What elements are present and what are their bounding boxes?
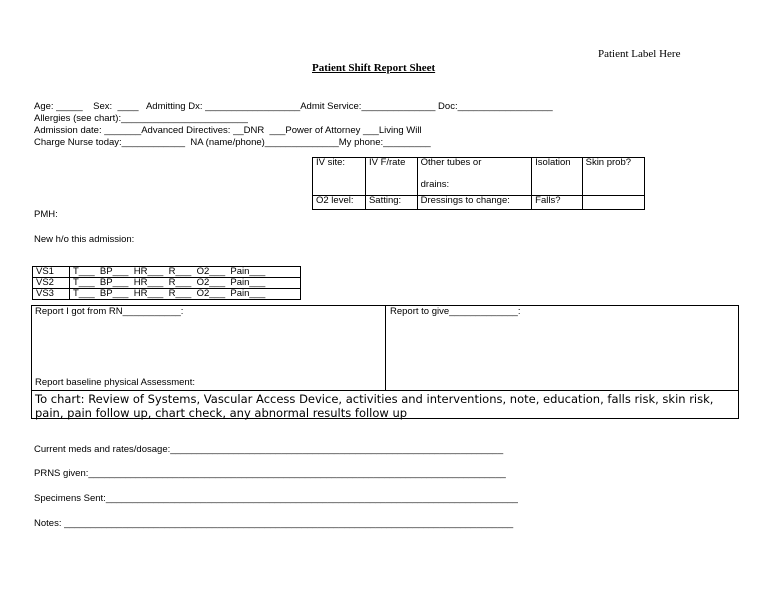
o2-level-cell[interactable]: O2 level: <box>313 196 366 210</box>
vitals-table <box>32 266 301 300</box>
patient-label: Patient Label Here <box>598 48 681 60</box>
vs-label: VS1 <box>33 267 70 278</box>
allergies-line[interactable]: Allergies (see chart):________________________ <box>34 113 248 124</box>
current-meds-line[interactable]: Current meds and rates/dosage:_______________________________________________________________ <box>34 444 504 455</box>
table-row <box>33 278 301 289</box>
new-history-label: New h/o this admission: <box>34 234 135 245</box>
divider <box>32 390 738 391</box>
vs-label: VS2 <box>33 278 70 289</box>
demographics-line[interactable]: Age: _____ Sex: ____ Admitting Dx: __________________Admit Service:______________ Doc:__________________ <box>34 101 553 112</box>
specimens-line[interactable]: Specimens Sent:______________________________________________________________________________ <box>34 493 518 504</box>
satting-cell[interactable]: Satting: <box>365 196 417 210</box>
table-row <box>33 289 301 300</box>
report-received-field[interactable]: Report I got from RN___________: <box>35 306 184 317</box>
empty-cell[interactable] <box>582 196 644 210</box>
baseline-assessment-label: Report baseline physical Assessment: <box>35 377 195 388</box>
falls-cell[interactable]: Falls? <box>532 196 582 210</box>
isolation-cell[interactable]: Isolation <box>532 158 582 196</box>
iv-status-table <box>312 157 645 210</box>
divider <box>385 306 386 390</box>
report-box <box>31 305 739 419</box>
report-to-give-field[interactable]: Report to give_____________: <box>390 306 521 317</box>
iv-rate-cell[interactable]: IV F/rate <box>365 158 417 196</box>
admission-line[interactable]: Admission date: _______Advanced Directives: __DNR ___Power of Attorney ___Living Will <box>34 125 422 136</box>
page-title: Patient Shift Report Sheet <box>312 62 436 74</box>
other-tubes-cell[interactable]: Other tubes or drains: <box>417 158 532 196</box>
skin-prob-cell[interactable]: Skin prob? <box>582 158 644 196</box>
vs-values[interactable]: T___ BP___ HR___ R___ O2___ Pain___ <box>70 278 301 289</box>
vs-values[interactable]: T___ BP___ HR___ R___ O2___ Pain___ <box>70 267 301 278</box>
charge-nurse-line[interactable]: Charge Nurse today:____________ NA (name/phone)______________My phone:_________ <box>34 137 431 148</box>
vs-values[interactable]: T___ BP___ HR___ R___ O2___ Pain___ <box>70 289 301 300</box>
dressings-cell[interactable]: Dressings to change: <box>417 196 532 210</box>
to-chart-text: To chart: Review of Systems, Vascular Access Device, activities and interventions, note, education, falls risk, skin risk, pain, pain follow up, chart check, any abnormal results follow up <box>35 392 714 420</box>
pmh-label: PMH: <box>34 209 58 220</box>
prns-line[interactable]: PRNS given:_______________________________________________________________________________ <box>34 468 506 479</box>
vs-label: VS3 <box>33 289 70 300</box>
notes-line[interactable]: Notes: _____________________________________________________________________________________ <box>34 518 514 529</box>
table-row <box>33 267 301 278</box>
iv-site-cell[interactable]: IV site: <box>313 158 366 196</box>
